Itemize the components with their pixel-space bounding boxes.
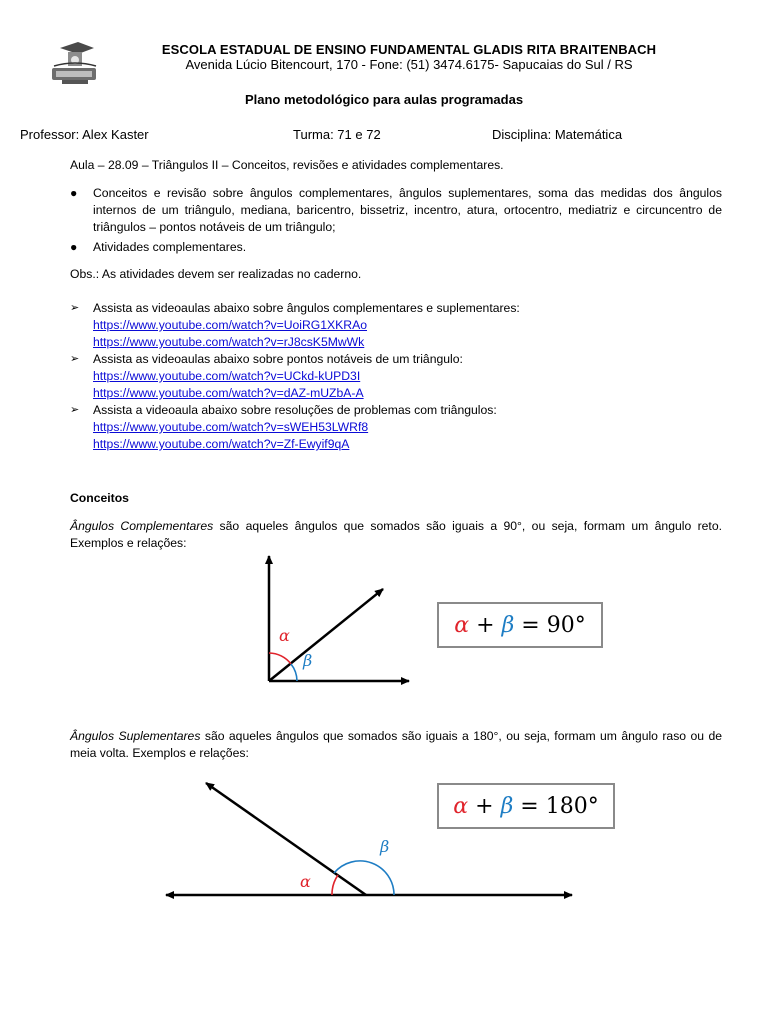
alpha-label: α bbox=[300, 872, 311, 891]
beta-label: β bbox=[303, 651, 313, 670]
list-item-text: Conceitos e revisão sobre ângulos complementares, ângulos suplementares, soma das medidas dos ângulos internos de um triângulo, mediana, baricentro, bissetriz, incentro, atura, ortocentro, mediatriz e circuncentro de triângulos – pontos notáveis de um triângulo; bbox=[93, 186, 722, 234]
beta-label: β bbox=[380, 837, 390, 856]
formula-alpha: α bbox=[454, 612, 470, 638]
supplementary-text: são aqueles ângulos que somados são iguais a 180°, ou seja, formam um ângulo raso ou de meia volta. Exemplos e relações: bbox=[70, 729, 722, 760]
supplementary-term: Ângulos Suplementares bbox=[70, 729, 201, 743]
formula-result: = 180° bbox=[513, 793, 599, 819]
school-name: ESCOLA ESTADUAL DE ENSINO FUNDAMENTAL GLADIS RITA BRAITENBACH bbox=[161, 42, 657, 57]
video-link[interactable]: https://www.youtube.com/watch?v=UCkd-kUPD3I bbox=[93, 369, 361, 383]
complementary-term: Ângulos Complementares bbox=[70, 519, 214, 533]
professor-label: Professor: Alex Kaster bbox=[20, 127, 149, 142]
video-link[interactable]: https://www.youtube.com/watch?v=UoiRG1XKRAo bbox=[93, 318, 368, 332]
observation: Obs.: As atividades devem ser realizadas no caderno. bbox=[70, 267, 362, 281]
formula-plus: + bbox=[469, 612, 502, 638]
class-label: Turma: 71 e 72 bbox=[293, 127, 381, 142]
video-section bbox=[70, 300, 722, 351]
formula-beta: β bbox=[501, 612, 515, 638]
formula-alpha: α bbox=[453, 793, 469, 819]
beta-arc bbox=[291, 664, 297, 681]
slanted-ray bbox=[206, 783, 366, 895]
complementary-text: são aqueles ângulos que somados são iguais a 90°, ou seja, formam um ângulo reto. Exemplos e relações: bbox=[70, 519, 722, 550]
complementary-formula bbox=[437, 602, 603, 648]
arrow-bullet-icon: ➢ bbox=[70, 404, 80, 416]
alpha-label: α bbox=[279, 626, 290, 645]
alpha-arc bbox=[269, 653, 291, 664]
video-list bbox=[70, 300, 722, 453]
bullet-icon: ● bbox=[70, 186, 78, 200]
bullet-icon: ● bbox=[70, 240, 78, 254]
alpha-arc bbox=[332, 875, 338, 895]
list-item-text: Atividades complementares. bbox=[93, 240, 247, 254]
concepts-heading: Conceitos bbox=[70, 491, 129, 505]
complementary-definition bbox=[70, 518, 722, 552]
supplementary-formula bbox=[437, 783, 615, 829]
subject-label: Disciplina: Matemática bbox=[492, 127, 623, 142]
video-link[interactable]: https://www.youtube.com/watch?v=Zf-Ewyif9qA bbox=[93, 437, 350, 451]
arrow-bullet-icon: ➢ bbox=[70, 302, 80, 314]
video-link[interactable]: https://www.youtube.com/watch?v=dAZ-mUZbA-A bbox=[93, 386, 364, 400]
video-link[interactable]: https://www.youtube.com/watch?v=rJ8csK5MwWk bbox=[93, 335, 365, 349]
video-section bbox=[70, 402, 722, 453]
lesson-title: Aula – 28.09 – Triângulos II – Conceitos, revisões e atividades complementares. bbox=[70, 158, 504, 172]
supplementary-definition bbox=[70, 728, 722, 762]
list-item bbox=[70, 185, 722, 236]
formula-beta: β bbox=[500, 793, 514, 819]
video-section-text: Assista as videoaulas abaixo sobre pontos notáveis de um triângulo: bbox=[93, 352, 463, 366]
complementary-angles-diagram bbox=[255, 548, 425, 693]
arrow-bullet-icon: ➢ bbox=[70, 353, 80, 365]
school-address: Avenida Lúcio Bitencourt, 170 - Fone: (51) 3474.6175- Sapucaias do Sul / RS bbox=[185, 57, 633, 72]
topic-list bbox=[70, 185, 722, 259]
formula-plus: + bbox=[468, 793, 501, 819]
list-item bbox=[70, 239, 722, 256]
formula-result: = 90° bbox=[514, 612, 586, 638]
plan-title: Plano metodológico para aulas programadas bbox=[244, 92, 524, 107]
video-section-text: Assista a videoaula abaixo sobre resoluções de problemas com triângulos: bbox=[93, 403, 497, 417]
video-section bbox=[70, 351, 722, 402]
video-link[interactable]: https://www.youtube.com/watch?v=sWEH53LWRf8 bbox=[93, 420, 369, 434]
video-section-text: Assista as videoaulas abaixo sobre ângulos complementares e suplementares: bbox=[93, 301, 520, 315]
